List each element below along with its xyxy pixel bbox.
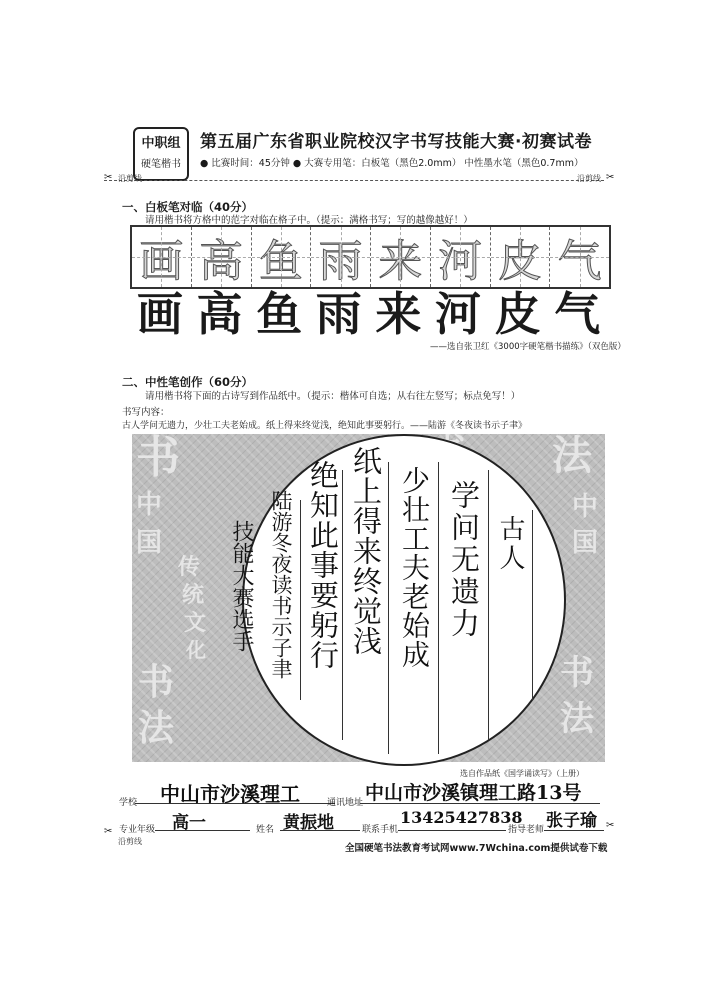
bg-char: 化 bbox=[186, 638, 206, 662]
copied-char: 画 bbox=[136, 287, 183, 341]
bg-char: 书 bbox=[138, 661, 175, 703]
cut-line-top bbox=[104, 180, 604, 181]
bg-char: 传 bbox=[178, 554, 201, 580]
address-label: 通讯地址 bbox=[327, 798, 364, 808]
name-value[interactable]: 黄振地 bbox=[283, 813, 334, 833]
column-guide bbox=[438, 462, 439, 754]
model-char: 画 bbox=[132, 227, 192, 287]
section1-instruction: 请用楷书将方格中的范字对临在格子中。（提示：满格书写；写的越像越好！） bbox=[145, 215, 473, 226]
address-value[interactable]: 中山市沙溪镇理工路13号 bbox=[365, 782, 582, 804]
model-char: 气 bbox=[550, 227, 609, 287]
section1-credit: ——选自张卫红《3000字硬笔楷书描练》（双色版） bbox=[430, 342, 626, 352]
cut-label-bottom-left: 沿剪线 bbox=[118, 837, 142, 846]
badge-style: 硬笔楷书 bbox=[141, 159, 181, 170]
bg-char: 法 bbox=[560, 699, 594, 739]
bg-char: 国 bbox=[572, 528, 599, 558]
model-char: 皮 bbox=[491, 227, 551, 287]
copy-model-grid bbox=[130, 225, 611, 289]
column-guide bbox=[300, 500, 301, 700]
model-char: 来 bbox=[371, 227, 431, 287]
scissors-icon: ✂ bbox=[606, 172, 615, 183]
name-label: 姓名 bbox=[256, 825, 275, 835]
copied-char: 来 bbox=[375, 287, 422, 341]
cut-label-right: 沿剪线 bbox=[577, 174, 601, 183]
teacher-label: 指导老师 bbox=[508, 825, 545, 835]
bg-char: 统 bbox=[182, 582, 205, 608]
bg-char: 书 bbox=[560, 653, 594, 693]
bg-char: 法 bbox=[138, 707, 175, 749]
phone-label: 联系手机 bbox=[362, 825, 399, 835]
teacher-value[interactable]: 张子瑜 bbox=[546, 811, 597, 831]
poem-column-3: 少壮工夫老始成 bbox=[398, 466, 431, 669]
poem-text: 古人学问无遗力，少壮工夫老始成。纸上得来终觉浅，绝知此事要躬行。——陆游《冬夜读书示子聿》 bbox=[122, 421, 528, 431]
column-guide bbox=[532, 510, 533, 700]
copied-char: 气 bbox=[554, 287, 601, 341]
major-label: 专业年级 bbox=[119, 825, 156, 835]
copied-char: 高 bbox=[196, 287, 243, 341]
school-label: 学校 bbox=[119, 798, 138, 808]
section2-heading: 二、中性笔创作（60分） bbox=[122, 375, 254, 389]
copied-char: 河 bbox=[434, 287, 481, 341]
section1-heading: 一、白板笔对临（40分） bbox=[122, 200, 254, 214]
phone-value[interactable]: 13425427838 bbox=[400, 808, 523, 827]
copied-char: 鱼 bbox=[256, 287, 303, 341]
poem-column-5: 绝知此事要躬行 bbox=[306, 460, 340, 670]
column-guide bbox=[488, 470, 489, 740]
handwritten-copy-row bbox=[130, 285, 607, 343]
content-label: 书写内容： bbox=[122, 407, 170, 418]
bg-char: 法 bbox=[552, 434, 592, 479]
section2-credit: 选自作品纸《国学诵读写》（上册） bbox=[460, 769, 584, 778]
model-char: 高 bbox=[192, 227, 252, 287]
bg-char: 文 bbox=[184, 610, 207, 636]
bg-char: 中 bbox=[572, 492, 599, 522]
poem-column-7: 技能大赛选手 bbox=[229, 520, 254, 652]
bg-char: 中 bbox=[136, 490, 163, 520]
cut-label-left: 沿剪线 bbox=[118, 174, 142, 183]
exam-info: ● 比赛时间：45分钟 ● 大赛专用笔：白板笔（黑色2.0mm） 中性墨水笔（黑色0.7mm） bbox=[200, 158, 584, 169]
column-guide bbox=[388, 462, 389, 754]
major-value[interactable]: 高一 bbox=[172, 813, 206, 833]
copied-char: 雨 bbox=[315, 287, 362, 341]
poem-column-1: 古人 bbox=[495, 515, 525, 573]
page-title: 第五届广东省职业院校汉字书写技能大赛·初赛试卷 bbox=[200, 132, 592, 152]
bg-char: 国 bbox=[136, 528, 163, 558]
bg-char: 书 bbox=[136, 434, 180, 483]
model-char: 河 bbox=[431, 227, 491, 287]
model-char: 雨 bbox=[311, 227, 371, 287]
section2-instruction: 请用楷书将下面的古诗写到作品纸中。（提示：楷体可自选；从右往左竖写；标点免写！） bbox=[145, 391, 521, 402]
poem-column-6: 陆游冬夜读书示子聿 bbox=[269, 490, 293, 679]
poem-column-4: 纸上得来终觉浅 bbox=[349, 446, 383, 656]
scissors-icon: ✂ bbox=[606, 820, 615, 831]
copied-char: 皮 bbox=[494, 287, 541, 341]
school-value[interactable]: 中山市沙溪理工 bbox=[160, 782, 300, 806]
phone-underline bbox=[398, 830, 506, 831]
scissors-icon: ✂ bbox=[104, 172, 113, 183]
badge-group: 中职组 bbox=[141, 136, 181, 151]
poem-column-2: 学问无遗力 bbox=[447, 480, 481, 640]
scissors-icon: ✂ bbox=[104, 826, 113, 837]
footer-download-note: 全国硬笔书法教育考试网www.7Wchina.com提供试卷下载 bbox=[345, 843, 608, 854]
model-char: 鱼 bbox=[252, 227, 312, 287]
